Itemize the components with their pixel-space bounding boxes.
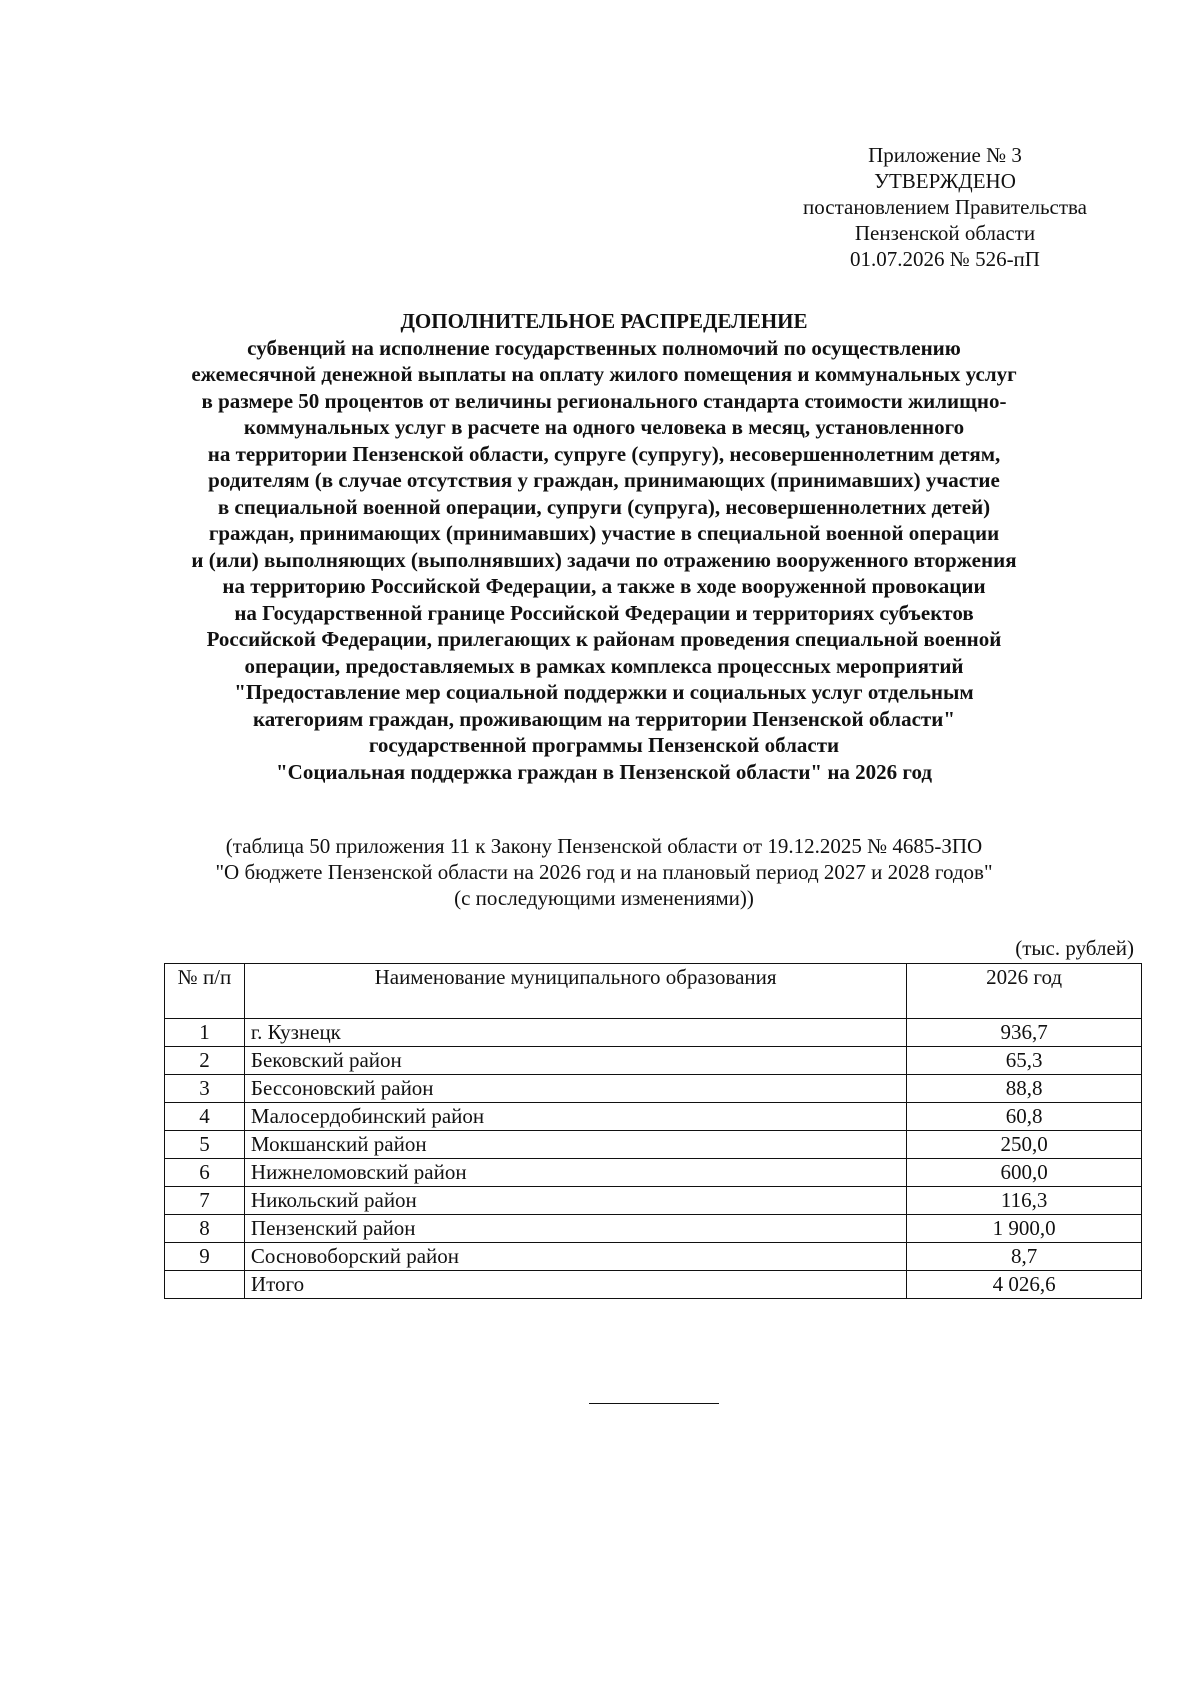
title-heading: ДОПОЛНИТЕЛЬНОЕ РАСПРЕДЕЛЕНИЕ [400, 309, 808, 333]
row-municipality: Мокшанский район [244, 1131, 906, 1159]
row-municipality: Малосердобинский район [244, 1103, 906, 1131]
title-line: родителям (в случае отсутствия у граждан, принимающих (принимавших) участие [208, 468, 1000, 492]
title-line: государственной программы Пензенской области [368, 733, 840, 757]
row-amount: 250,0 [907, 1131, 1142, 1159]
header-year-2026: 2026 год [907, 964, 1142, 1019]
row-number: 2 [165, 1047, 245, 1075]
row-amount: 65,3 [907, 1047, 1142, 1075]
table-header-row [165, 964, 1142, 1019]
source-line: (таблица 50 приложения 11 к Закону Пензенской области от 19.12.2025 № 4685-ЗПО [225, 834, 983, 858]
decree-date-number: 01.07.2026 № 526-пП [850, 247, 1040, 271]
table-row [165, 1047, 1142, 1075]
header-number: № п/п [165, 964, 245, 1019]
title-line: "Предоставление мер социальной поддержки и социальных услуг отдельным [234, 680, 974, 704]
row-number: 1 [165, 1019, 245, 1047]
row-municipality: Пензенский район [244, 1215, 906, 1243]
row-number: 4 [165, 1103, 245, 1131]
table-row [165, 1103, 1142, 1131]
table-total-row [165, 1271, 1142, 1299]
total-number [165, 1271, 245, 1299]
approved-by-region: Пензенской области [854, 221, 1036, 245]
row-number: 5 [165, 1131, 245, 1159]
title-line: операции, предоставляемых в рамках комплекса процессных мероприятий [244, 653, 964, 678]
table-row [165, 1187, 1142, 1215]
title-line: в специальной военной операции, супруги (супруга), несовершеннолетних детей) [217, 494, 991, 519]
row-amount: 88,8 [907, 1075, 1142, 1103]
row-number: 3 [165, 1075, 245, 1103]
title-line: ежемесячной денежной выплаты на оплату жилого помещения и коммунальных услуг [191, 362, 1017, 386]
row-amount: 1 900,0 [907, 1215, 1142, 1243]
row-municipality: Нижнеломовский район [244, 1159, 906, 1187]
row-amount: 936,7 [907, 1019, 1142, 1047]
title-line: субвенций на исполнение государственных полномочий по осуществлению [247, 335, 961, 360]
title-line: в размере 50 процентов от величины регионального стандарта стоимости жилищно- [201, 388, 1007, 413]
row-amount: 116,3 [907, 1187, 1142, 1215]
title-line: "Социальная поддержка граждан в Пензенской области" на 2026 год [276, 759, 932, 784]
row-municipality: Сосновоборский район [244, 1243, 906, 1271]
header-municipality: Наименование муниципального образования [244, 964, 906, 1019]
table-row [165, 1075, 1142, 1103]
approved-by: постановлением Правительства [802, 195, 1087, 219]
row-amount: 600,0 [907, 1159, 1142, 1187]
table-row [165, 1243, 1142, 1271]
approval-stamp [770, 142, 1120, 272]
row-amount: 8,7 [907, 1243, 1142, 1271]
approved-label: УТВЕРЖДЕНО [874, 169, 1016, 193]
title-line: на территорию Российской Федерации, а также в ходе вооруженной провокации [222, 574, 986, 598]
title-line: категориям граждан, проживающим на территории Пензенской области" [253, 706, 955, 731]
row-number: 8 [165, 1215, 245, 1243]
title-line: Российской Федерации, прилегающих к районам проведения специальной военной [206, 627, 1002, 651]
row-municipality: г. Кузнецк [244, 1019, 906, 1047]
row-number: 7 [165, 1187, 245, 1215]
total-amount: 4 026,6 [907, 1271, 1142, 1299]
row-municipality: Бессоновский район [244, 1075, 906, 1103]
end-of-document-divider [589, 1403, 719, 1404]
title-line: и (или) выполняющих (выполнявших) задачи по отражению вооруженного вторжения [191, 547, 1017, 572]
document-title [150, 308, 1058, 785]
row-amount: 60,8 [907, 1103, 1142, 1131]
units-label: (тыс. рублей) [1015, 936, 1134, 960]
row-municipality: Бековский район [244, 1047, 906, 1075]
source-line: (с последующими изменениями)) [454, 886, 754, 910]
title-line: коммунальных услуг в расчете на одного человека в месяц, установленного [243, 415, 965, 439]
table-row [165, 1019, 1142, 1047]
title-line: на территории Пензенской области, супруге (супругу), несовершеннолетним детям, [207, 441, 1001, 466]
table-row [165, 1159, 1142, 1187]
row-number: 9 [165, 1243, 245, 1271]
table-row [165, 1131, 1142, 1159]
title-line: на Государственной границе Российской Федерации и территориях субъектов [234, 600, 974, 625]
total-label: Итого [244, 1271, 906, 1299]
distribution-table [164, 963, 1142, 1299]
source-line: "О бюджете Пензенской области на 2026 год и на плановый период 2027 и 2028 годов" [215, 860, 993, 884]
row-municipality: Никольский район [244, 1187, 906, 1215]
table-row [165, 1215, 1142, 1243]
source-reference [150, 833, 1058, 911]
title-line: граждан, принимающих (принимавших) участие в специальной военной операции [208, 521, 1000, 545]
row-number: 6 [165, 1159, 245, 1187]
appendix-number: Приложение № 3 [868, 143, 1022, 167]
